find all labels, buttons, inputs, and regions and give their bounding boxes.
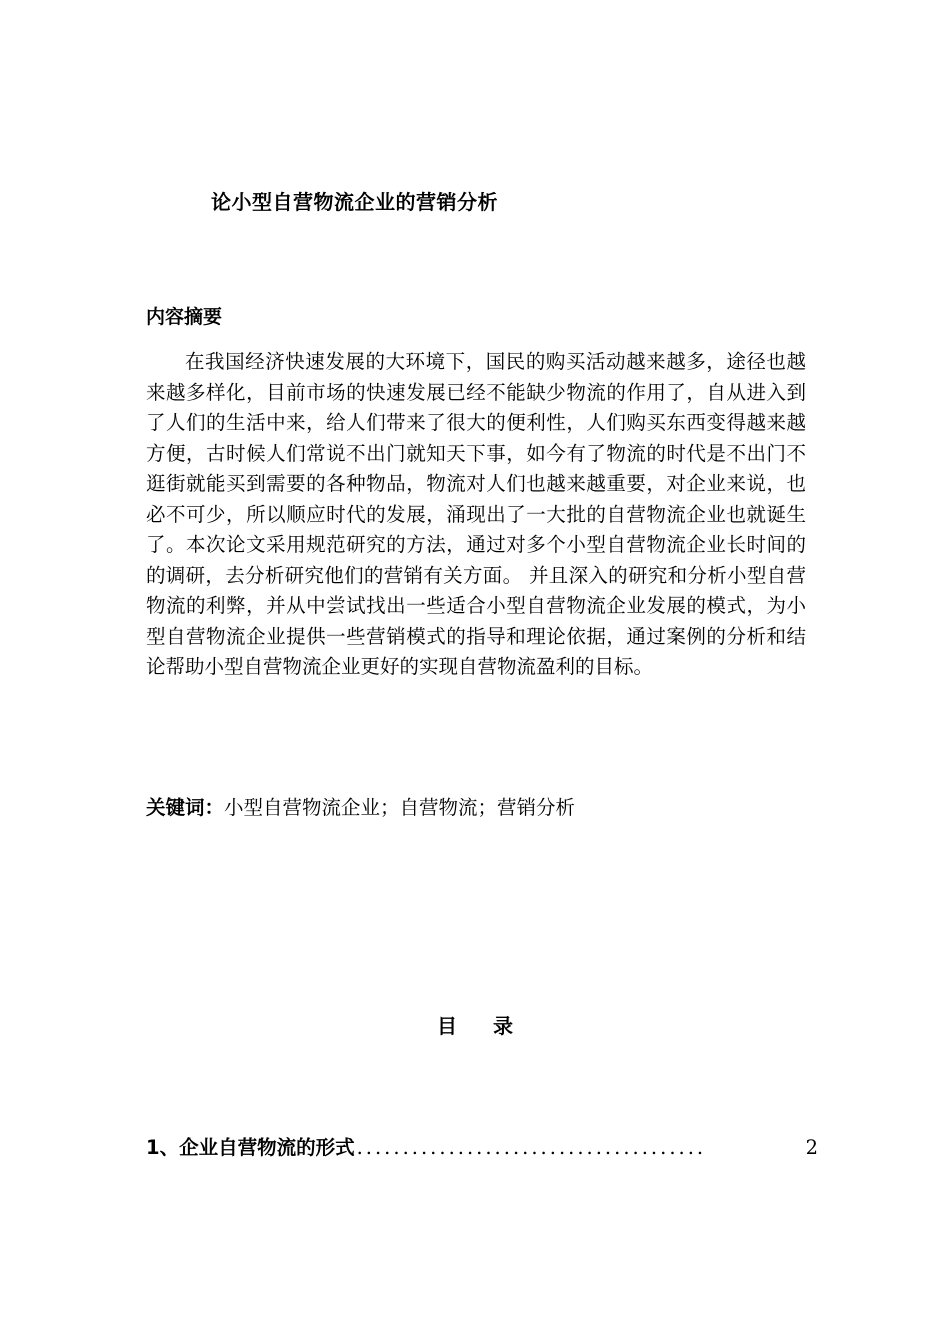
- keywords-line: [146, 792, 575, 820]
- document-title: 论小型自营物流企业的营销分析: [211, 190, 498, 214]
- toc-heading: 目录: [437, 1014, 549, 1038]
- keywords-value: 小型自营物流企业；自营物流；营销分析: [224, 796, 576, 819]
- abstract-heading: 内容摘要: [146, 306, 223, 328]
- toc-entry-page-number: 2: [805, 1136, 818, 1159]
- keywords-label: 关键词：: [146, 796, 225, 819]
- toc-entry-label: 1、企业自营物流的形式: [146, 1136, 355, 1159]
- toc-entry[interactable]: [146, 1132, 818, 1160]
- toc-entry-leader: ......................................: [356, 1136, 707, 1159]
- abstract-body: 在我国经济快速发展的大环境下，国民的购买活动越来越多，途径也越来越多样化，目前市场的快速发展已经不能缺少物流的作用了，自从进入到了人们的生活中来，给人们带来了很大的便利性，人们购买东西变得越来越方便，古时候人们常说不出门就知天下事，如今有了物流的时代是不出门不逛街就能买到需要的各种物品，物流对人们也越来越重要，对企业来说，也必不可少，所以顺应时代的发展，涌现出了一大批的自营物流企业也就诞生了。本次论文采用规范研究的方法，通过对多个小型自营物流企业长时间的的调研，去分析研究他们的营销有关方面。 并且深入的研究和分析小型自营物流的利弊，并从中尝试找出一些适合小型自营物流企业发展的模式，为小型自营物流企业提供一些营销模式的指导和理论依据，通过案例的分析和结论帮助小型自营物流企业更好的实现自营物流盈利的目标。: [146, 350, 806, 678]
